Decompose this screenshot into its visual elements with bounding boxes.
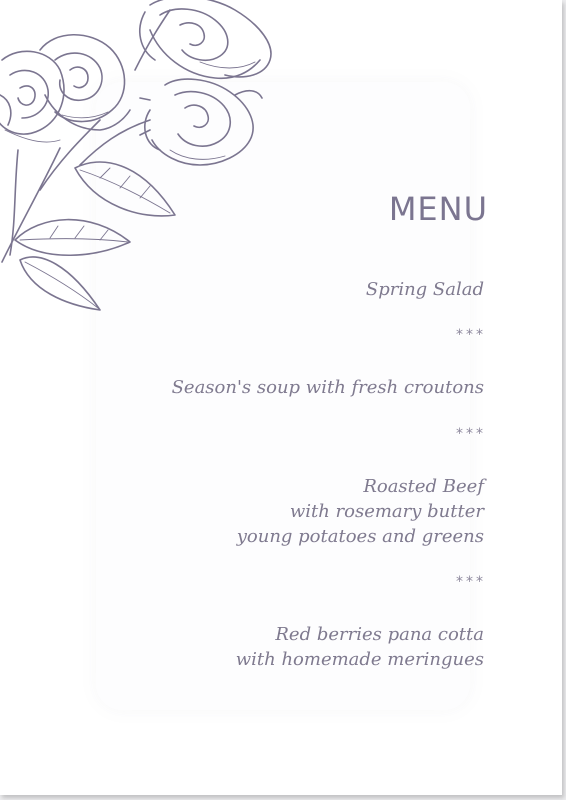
course-spring-salad bbox=[366, 277, 484, 302]
course-dessert bbox=[236, 622, 484, 672]
course-line: Season's soup with fresh croutons bbox=[171, 377, 484, 398]
course-line: Red berries pana cotta bbox=[275, 624, 484, 645]
menu-title: MENU bbox=[388, 190, 488, 228]
course-separator: *** bbox=[456, 426, 486, 442]
course-separator: *** bbox=[456, 574, 486, 590]
floral-illustration-icon bbox=[0, 0, 290, 320]
course-line: with rosemary butter bbox=[289, 501, 484, 522]
course-soup bbox=[172, 375, 484, 400]
course-roasted-beef bbox=[237, 474, 484, 549]
course-line: Roasted Beef bbox=[363, 476, 484, 497]
course-line: young potatoes and greens bbox=[236, 526, 484, 547]
course-line: with homemade meringues bbox=[235, 649, 484, 670]
course-line: Spring Salad bbox=[365, 279, 484, 300]
course-separator: *** bbox=[456, 327, 486, 343]
